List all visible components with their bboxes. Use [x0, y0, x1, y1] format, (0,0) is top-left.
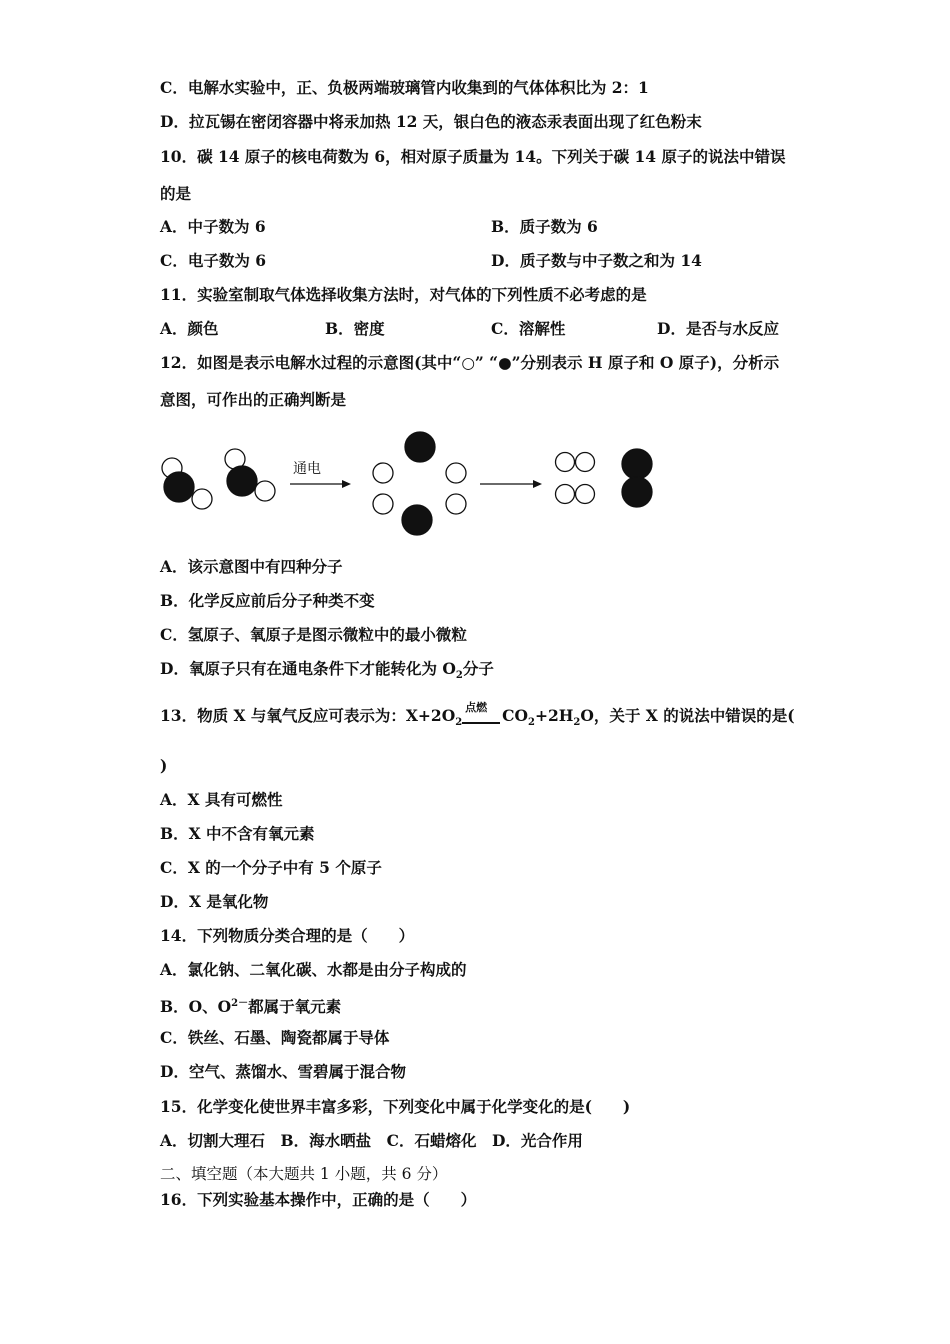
q11-option-c: C．溶解性	[491, 319, 566, 338]
q10-stem-line2: 的是	[160, 184, 192, 203]
q10-option-b: B．质子数为 6	[491, 217, 598, 236]
q12-option-d: D．氧原子只有在通电条件下才能转化为 $O_2$分子	[160, 659, 494, 682]
q9-option-c: C．电解水实验中，正、负极两端玻璃管内收集到的气体体积比为 2：1	[160, 78, 649, 97]
q13-stem-close: )	[160, 756, 168, 775]
q11-option-d: D．是否与水反应	[657, 319, 779, 338]
reaction-arrow-2-icon	[480, 480, 542, 488]
q10-option-a: A．中子数为 6	[160, 217, 266, 236]
q10-option-c: C．电子数为 6	[160, 251, 267, 270]
q14-option-b: B．O、$O^{2-}$都属于氧元素	[160, 997, 342, 1017]
q9-option-d: D．拉瓦锡在密闭容器中将汞加热 12 天，银白色的液态汞表面出现了红色粉末	[160, 112, 702, 131]
reaction-equals-bar	[462, 722, 500, 724]
q14-option-c: C．铁丝、石墨、陶瓷都属于导体	[160, 1028, 390, 1047]
q11-stem: 11．实验室制取气体选择收集方法时，对气体的下列性质不必考虑的是	[160, 285, 647, 304]
separate-atoms	[373, 432, 466, 535]
electrolysis-label: 通电	[293, 461, 321, 477]
reaction-arrow-1-icon	[290, 480, 351, 488]
q12-stem-line1: 12．如图是表示电解水过程的示意图(其中“○” “●”分别表示 H 原子和 O 原子)，分析示	[160, 353, 780, 372]
q12-option-c: C．氢原子、氧原子是图示微粒中的最小微粒	[160, 625, 467, 644]
q12-option-b: B．化学反应前后分子种类不变	[160, 591, 375, 610]
q13-stem: 13．物质 X 与氧气反应可表示为：$X+2O_2$ 点燃 $CO_2+2H_2O$，关于 X 的说法中错误的是(	[160, 701, 795, 729]
section-heading: 二、填空题（本大题共 1 小题，共 6 分）	[160, 1165, 448, 1183]
hydrogen-molecules	[556, 453, 595, 504]
q13-option-c: C．X 的一个分子中有 5 个原子	[160, 858, 382, 877]
q14-stem: 14．下列物质分类合理的是（ ）	[160, 926, 415, 945]
water-molecule-1	[162, 458, 212, 509]
oxygen-molecule	[622, 449, 652, 507]
q13-option-b: B．X 中不含有氧元素	[160, 824, 315, 843]
q11-option-b: B．密度	[325, 319, 385, 338]
q12-stem-line2: 意图，可作出的正确判断是	[160, 390, 347, 409]
q15-options: A．切割大理石 B．海水晒盐 C．石蜡熔化 D．光合作用	[160, 1131, 583, 1150]
q12-option-a: A．该示意图中有四种分子	[160, 557, 343, 576]
q10-stem-line1: 10．碳 14 原子的核电荷数为 6，相对原子质量为 14。下列关于碳 14 原子的说法中错误	[160, 147, 786, 166]
q15-stem: 15．化学变化使世界丰富多彩，下列变化中属于化学变化的是( )	[160, 1097, 631, 1116]
q10-option-d: D．质子数与中子数之和为 14	[491, 251, 702, 270]
q13-option-a: A．X 具有可燃性	[160, 790, 283, 809]
water-molecule-2	[225, 449, 275, 501]
reaction-condition: 点燃	[465, 701, 488, 714]
q14-option-d: D．空气、蒸馏水、雪碧属于混合物	[160, 1062, 406, 1081]
q13-option-d: D．X 是氧化物	[160, 892, 269, 911]
q14-option-a: A．氯化钠、二氧化碳、水都是由分子构成的	[160, 960, 467, 979]
q11-option-a: A．颜色	[160, 319, 219, 338]
electrolysis-diagram	[155, 428, 675, 543]
q16-stem: 16．下列实验基本操作中，正确的是（ ）	[160, 1190, 477, 1209]
